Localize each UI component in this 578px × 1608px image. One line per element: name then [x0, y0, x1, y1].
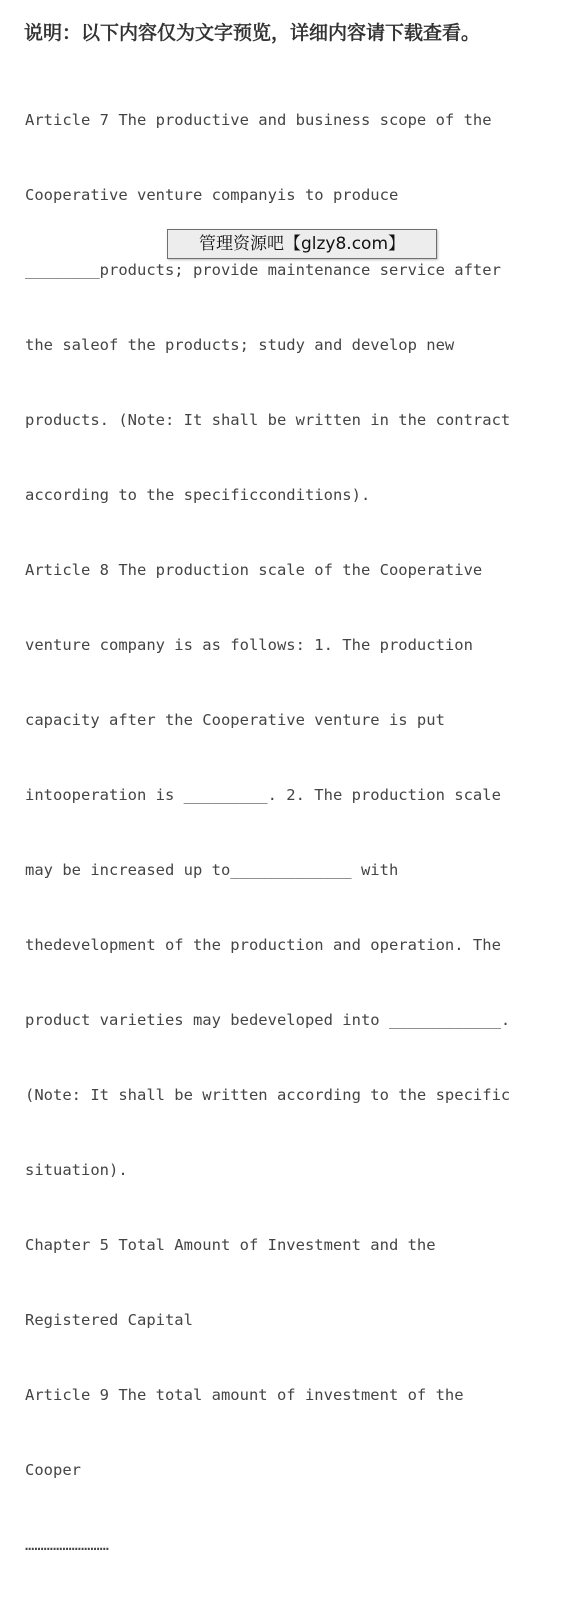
text-line: (Note: It shall be written according to the specific	[25, 1086, 511, 1104]
preview-notice: 说明：以下内容仅为文字预览，详细内容请下载查看。	[24, 22, 481, 44]
text-line: intooperation is _________. 2. The production scale	[25, 786, 501, 804]
ellipsis-line: ………………………	[25, 1536, 109, 1554]
text-line: Article 9 The total amount of investment of the	[25, 1386, 464, 1404]
text-line: ________products; provide maintenance service after	[25, 261, 501, 279]
text-line: Cooper	[25, 1461, 81, 1479]
text-line: Registered Capital	[25, 1311, 193, 1329]
watermark-badge: 管理资源吧【glzy8.com】	[167, 229, 437, 259]
text-line: the saleof the products; study and develop new	[25, 336, 455, 354]
text-line: Chapter 5 Total Amount of Investment and the	[25, 1236, 436, 1254]
text-line: may be increased up to_____________ with	[25, 861, 399, 879]
text-line: according to the specificconditions).	[25, 486, 371, 504]
text-line: Article 7 The productive and business scope of the	[25, 111, 492, 129]
text-line: Cooperative venture companyis to produce	[25, 186, 399, 204]
text-line: Article 8 The production scale of the Cooperative	[25, 561, 483, 579]
text-line: venture company is as follows: 1. The production	[25, 636, 473, 654]
text-line: product varieties may bedeveloped into ____________.	[25, 1011, 511, 1029]
text-line: capacity after the Cooperative venture is put	[25, 711, 445, 729]
text-line: products. (Note: It shall be written in the contract	[25, 411, 511, 429]
text-line: situation).	[25, 1161, 128, 1179]
text-line: thedevelopment of the production and operation. The	[25, 936, 501, 954]
document-body	[25, 58, 570, 1608]
